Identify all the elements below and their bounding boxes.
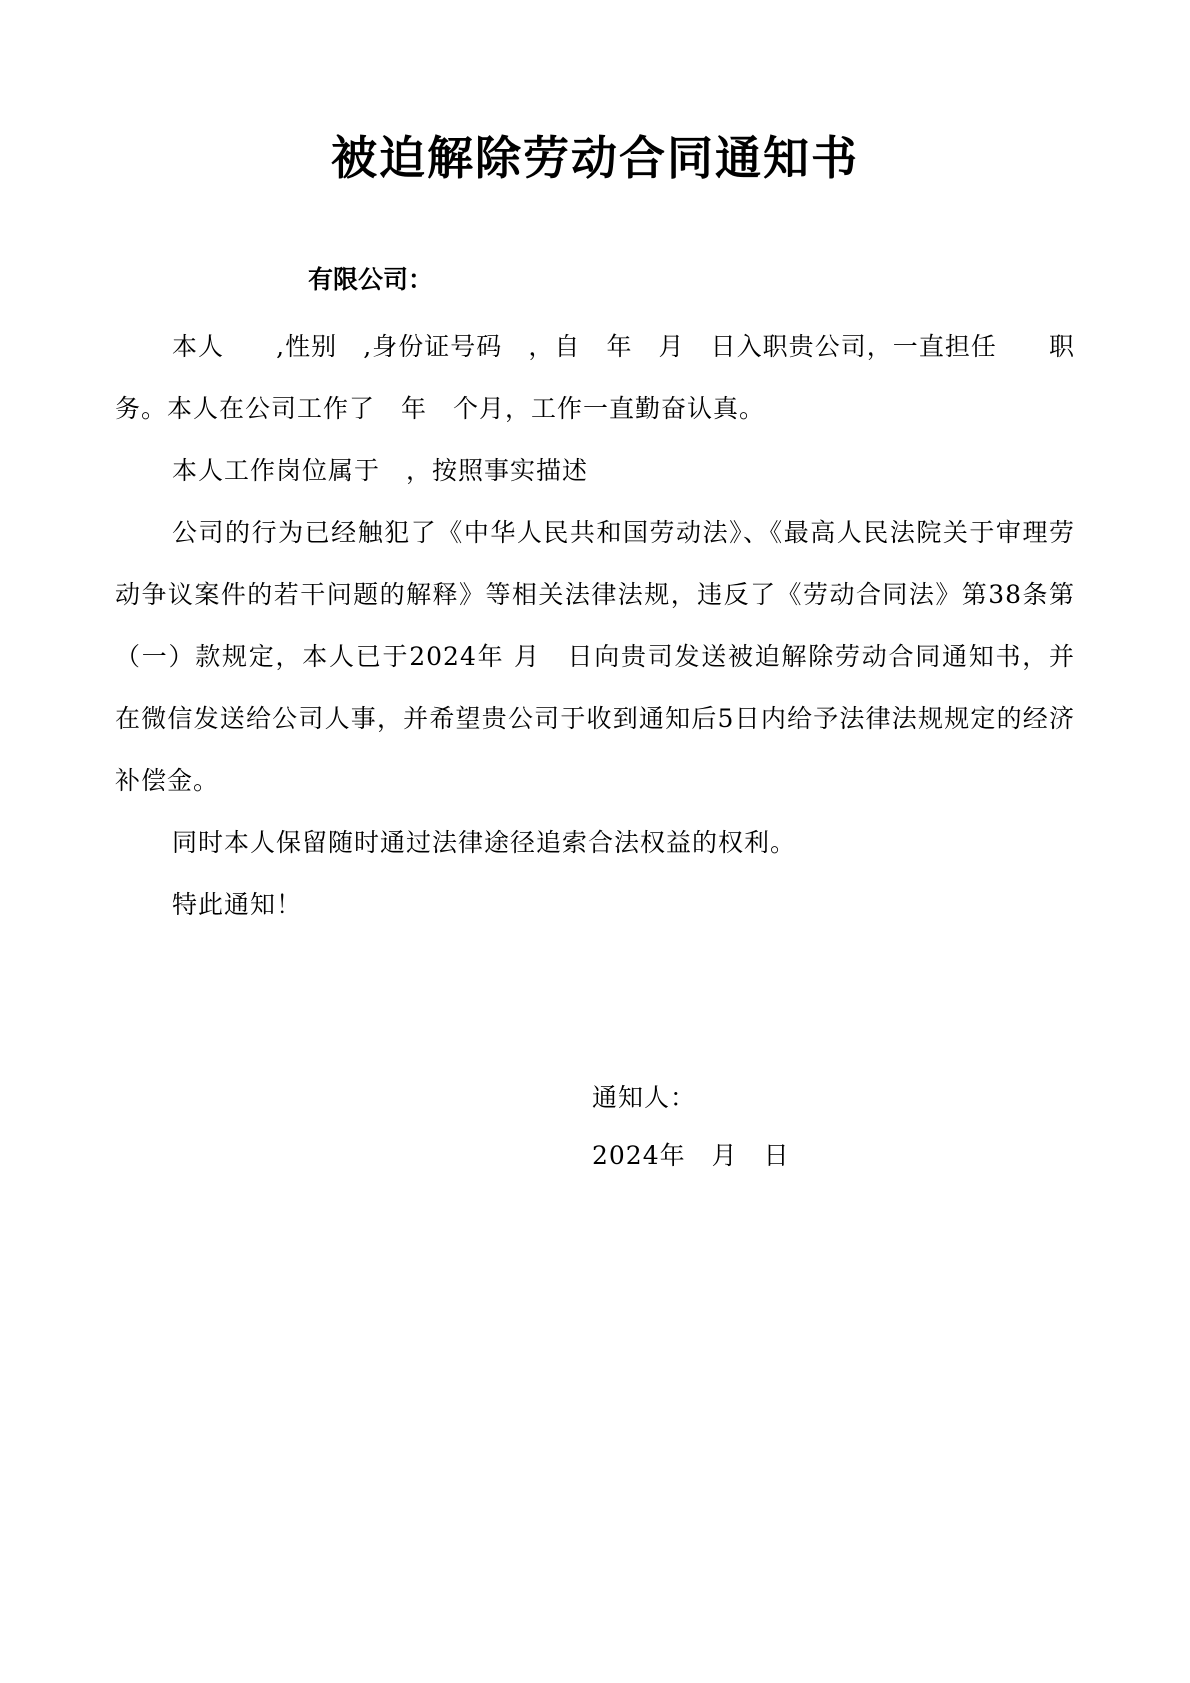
paragraph-employment-info: [115, 316, 1075, 440]
paragraph-text: 特此通知！: [172, 890, 303, 919]
paragraph-legal-violation: [115, 502, 1075, 812]
document-title: 被迫解除劳动合同通知书: [331, 131, 859, 185]
paragraph-closing: [115, 874, 1075, 936]
paragraph-text: 同时本人保留随时通过法律途径追索合法权益的权利。: [172, 828, 797, 857]
paragraph-text: 公司的行为已经触犯了《中华人民共和国劳动法》、《最高人民法院关于审理劳动争议案件的若干问题的解释》等相关法律法规，违反了《劳动合同法》第38条第（一）款规定，本人已于2024年 月 日向贵司发送被迫解除劳动合同通知书，并在微信发送给公司人事，并希望贵公司于收到通知后5日内给予法律法规规定的经济补偿金。: [115, 518, 1075, 795]
signature-date: 2024年 月 日: [592, 1141, 790, 1170]
notifier-label: 通知人：: [592, 1083, 697, 1112]
paragraph-job-position: [115, 440, 1075, 502]
addressee: 有限公司：: [308, 265, 434, 294]
paragraph-reserve-rights: [115, 812, 1075, 874]
paragraph-text: 本人 ,性别 ,身份证号码 ，自 年 月 日入职贵公司，一直担任 职务。本人在公司工作了 年 个月，工作一直勤奋认真。: [115, 332, 1075, 423]
paragraph-text: 本人工作岗位属于 ，按照事实描述: [172, 456, 589, 485]
